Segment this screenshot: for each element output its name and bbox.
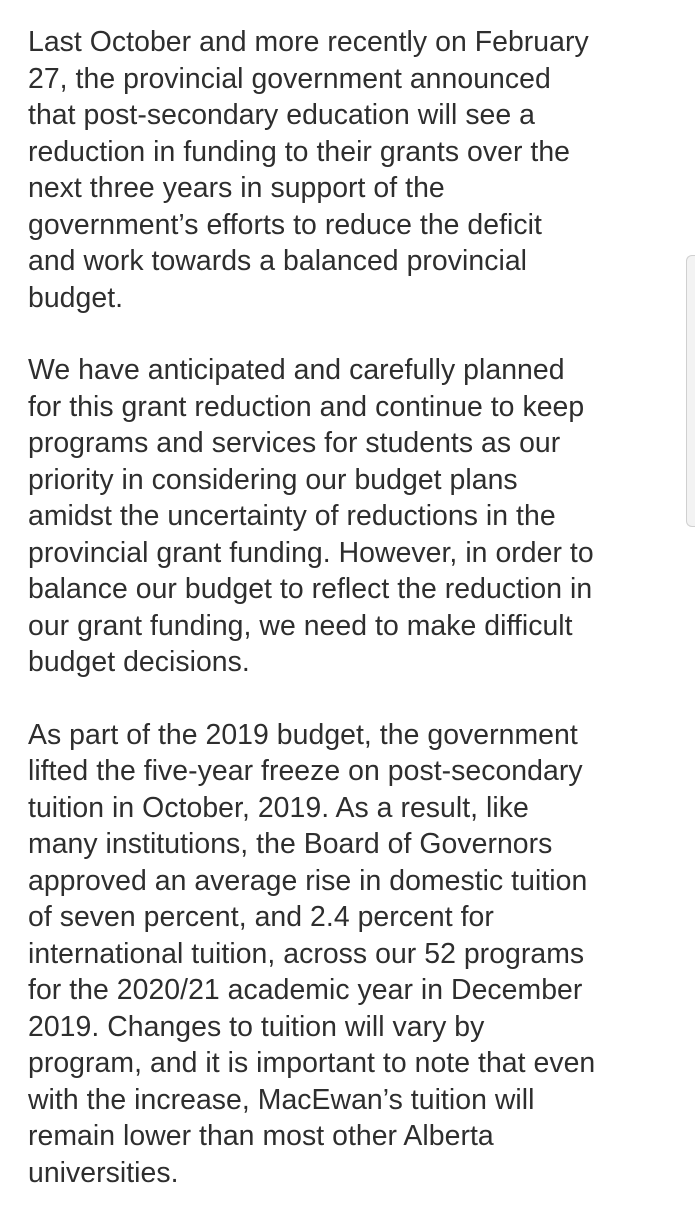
text-line: tuition in October, 2019. As a result, like — [28, 791, 529, 824]
text-line: of seven percent, and 2.4 percent for — [28, 901, 494, 933]
text-line: international tuition, across our 52 programs — [28, 937, 585, 970]
paragraph-tuition-increase — [28, 717, 678, 1192]
paragraph-budget-planning — [28, 352, 678, 681]
text-line: priority in considering our budget plans — [28, 463, 518, 496]
paragraph-funding-reduction — [28, 24, 678, 316]
text-line: that post-secondary education will see a — [28, 99, 536, 131]
text-line: approved an average rise in domestic tuition — [28, 864, 588, 897]
text-line: many institutions, the Board of Governors — [28, 828, 553, 860]
text-line: programs and services for students as our — [28, 427, 561, 459]
text-line: program, and it is important to note that even — [28, 1047, 596, 1079]
text-line: next three years in support of the — [28, 172, 445, 204]
text-line: 27, the provincial government announced — [28, 62, 551, 95]
text-line: budget decisions. — [28, 646, 250, 678]
text-line: and work towards a balanced provincial — [28, 245, 528, 277]
text-line: 2019. Changes to tuition will vary by — [28, 1010, 485, 1043]
text-line: for the 2020/21 academic year in December — [28, 974, 583, 1006]
text-line: for this grant reduction and continue to keep — [28, 390, 585, 423]
text-line: remain lower than most other Alberta — [28, 1120, 494, 1152]
text-line: We have anticipated and carefully planned — [28, 354, 565, 386]
text-line: universities. — [28, 1156, 179, 1189]
text-line: with the increase, MacEwan’s tuition will — [28, 1083, 535, 1116]
text-line: lifted the five-year freeze on post-secondary — [28, 755, 583, 787]
text-line: budget. — [28, 281, 124, 314]
text-line: balance our budget to reflect the reduction in — [28, 573, 593, 605]
article-body — [28, 24, 678, 1227]
text-line: provincial grant funding. However, in order to — [28, 536, 594, 569]
text-line: Last October and more recently on February — [28, 26, 589, 58]
text-line: our grant funding, we need to make difficult — [28, 609, 573, 642]
text-line: government’s efforts to reduce the deficit — [28, 208, 542, 241]
text-line: amidst the uncertainty of reductions in the — [28, 500, 556, 532]
text-line: reduction in funding to their grants over the — [28, 135, 571, 168]
text-line: As part of the 2019 budget, the government — [28, 718, 578, 751]
scrollbar-handle[interactable] — [686, 255, 695, 527]
